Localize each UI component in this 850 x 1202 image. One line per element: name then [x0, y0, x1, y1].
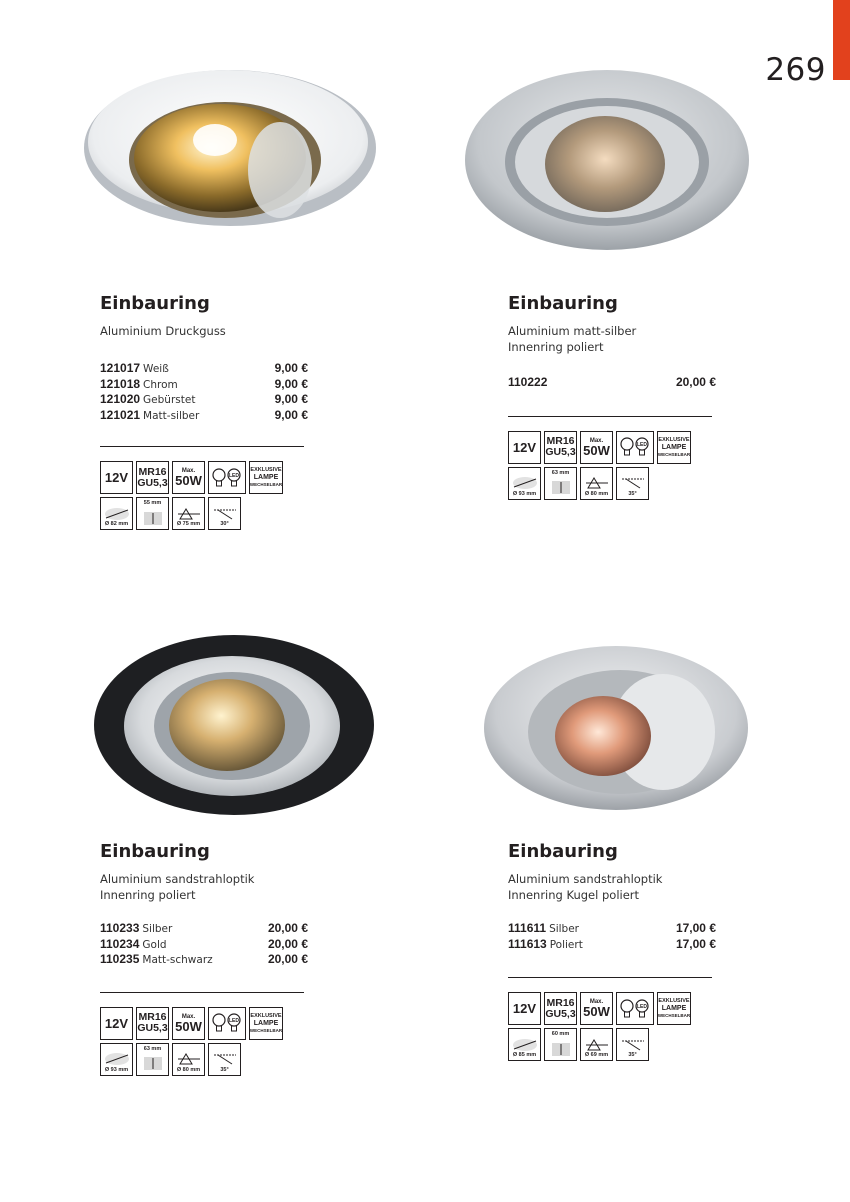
divider	[100, 992, 304, 993]
price-list	[100, 361, 330, 423]
exchangeable-lamp-badge: EXKLUSIVE LAMPE WECHSELBAR	[657, 431, 691, 464]
depth-icon: 60 mm	[544, 1028, 577, 1061]
product-block-3	[100, 841, 330, 1079]
price-row: 110222 20,00 €	[508, 375, 716, 389]
price-row: 121017 Weiß 9,00 €	[100, 361, 308, 375]
cutout-icon: Ø 80 mm	[172, 1043, 205, 1076]
tilt-angle-icon: 35°	[616, 467, 649, 500]
product-block-4	[508, 841, 738, 1064]
voltage-badge: 12V	[100, 1007, 133, 1040]
diameter-icon: Ø 93 mm	[100, 1043, 133, 1076]
voltage-badge: 12V	[508, 431, 541, 464]
depth-icon: 63 mm	[544, 467, 577, 500]
page-number: 269	[765, 52, 826, 88]
divider	[100, 446, 304, 447]
spec-icons	[508, 992, 738, 1061]
depth-icon: 63 mm	[136, 1043, 169, 1076]
bulb-led-icon	[208, 461, 246, 494]
price-list	[508, 921, 738, 952]
price-row: 110235 Matt-schwarz 20,00 €	[100, 952, 308, 966]
socket-badge: MR16 GU5,3	[544, 992, 577, 1025]
product-block-1	[100, 293, 330, 533]
product-photo-matt-silver-ring	[455, 60, 755, 260]
svg-text:LED: LED	[229, 472, 239, 479]
page-edge-tab	[833, 0, 850, 80]
max-wattage-badge: Max. 50W	[172, 461, 205, 494]
price-row: 111611 Silber 17,00 €	[508, 921, 716, 935]
divider	[508, 416, 712, 417]
exchangeable-lamp-badge: EXKLUSIVE LAMPE WECHSELBAR	[249, 461, 283, 494]
svg-text:LED: LED	[229, 1018, 239, 1024]
diameter-icon: Ø 82 mm	[100, 497, 133, 530]
price-list	[100, 921, 330, 968]
exchangeable-lamp-badge: EXKLUSIVE LAMPE WECHSELBAR	[657, 992, 691, 1025]
tilt-angle-icon: 30°	[208, 497, 241, 530]
price-row: 110234 Gold 20,00 €	[100, 936, 308, 951]
tilt-angle-icon: 35°	[616, 1028, 649, 1061]
product-description: Aluminium Druckguss	[100, 324, 226, 338]
product-photo-black-ring	[82, 620, 387, 820]
exchangeable-lamp-badge: EXKLUSIVE LAMPE WECHSELBAR	[249, 1007, 283, 1040]
diameter-icon: Ø 85 mm	[508, 1028, 541, 1061]
product-title: Einbauring	[100, 841, 210, 862]
price-row: 121021 Matt-silber 9,00 €	[100, 407, 308, 422]
bulb-led-icon	[616, 992, 654, 1025]
price-row: 121020 Gebürstet 9,00 €	[100, 392, 308, 406]
product-photo-ball-ring	[478, 640, 753, 820]
voltage-badge: 12V	[508, 992, 541, 1025]
product-title: Einbauring	[100, 293, 210, 314]
svg-text:LED: LED	[637, 442, 647, 448]
product-description: Aluminium sandstrahloptik Innenring Kugel poliert	[508, 872, 663, 902]
cutout-icon: Ø 80 mm	[580, 467, 613, 500]
product-description: Aluminium matt-silber Innenring poliert	[508, 324, 637, 354]
voltage-badge: 12V	[100, 461, 133, 494]
max-wattage-badge: Max. 50W	[580, 992, 613, 1025]
diameter-icon: Ø 93 mm	[508, 467, 541, 500]
max-wattage-badge: Max. 50W	[172, 1007, 205, 1040]
price-list	[508, 375, 738, 391]
product-photo-white-ring	[80, 30, 380, 270]
max-wattage-badge: Max. 50W	[580, 431, 613, 464]
tilt-angle-icon: 35°	[208, 1043, 241, 1076]
product-block-2	[508, 293, 738, 503]
cutout-icon: Ø 75 mm	[172, 497, 205, 530]
price-row: 111613 Poliert 17,00 €	[508, 936, 716, 951]
socket-badge: MR16 GU5,3	[136, 461, 169, 494]
product-description: Aluminium sandstrahloptik Innenring poliert	[100, 872, 255, 902]
cutout-icon: Ø 69 mm	[580, 1028, 613, 1061]
price-row: 110233 Silber 20,00 €	[100, 921, 308, 935]
socket-badge: MR16 GU5,3	[136, 1007, 169, 1040]
bulb-led-icon	[208, 1007, 246, 1040]
depth-icon: 55 mm	[136, 497, 169, 530]
divider	[508, 977, 712, 978]
price-row: 121018 Chrom 9,00 €	[100, 376, 308, 391]
product-title: Einbauring	[508, 841, 618, 862]
socket-badge: MR16 GU5,3	[544, 431, 577, 464]
bulb-led-icon	[616, 431, 654, 464]
spec-icons	[100, 461, 330, 530]
svg-text:LED: LED	[637, 1003, 647, 1010]
spec-icons	[508, 431, 738, 500]
product-title: Einbauring	[508, 293, 618, 314]
spec-icons	[100, 1007, 330, 1076]
